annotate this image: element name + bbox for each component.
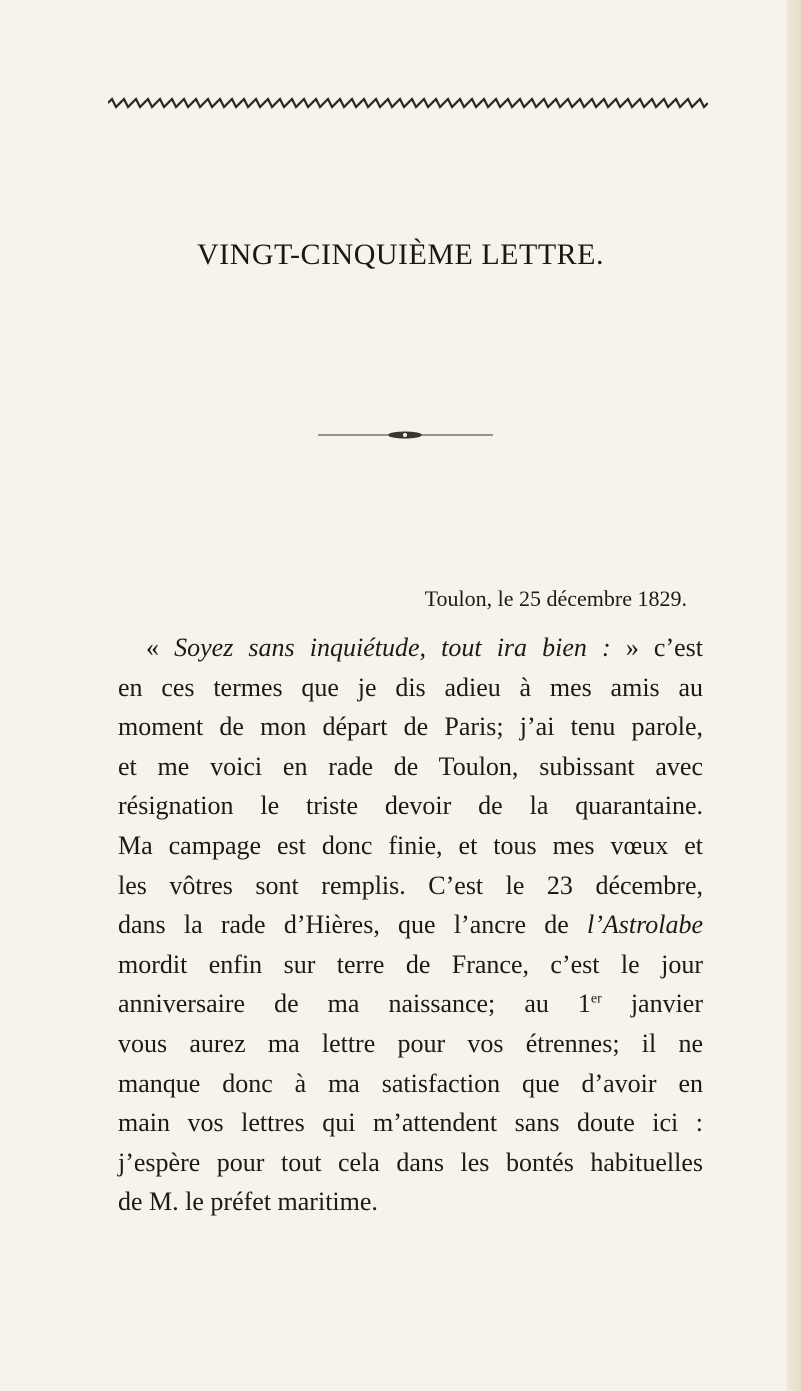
body-line bbox=[118, 984, 703, 1024]
body-line: les vôtres sont remplis. C’est le 23 décembre, bbox=[118, 870, 703, 900]
dateline: Toulon, le 25 décembre 1829. bbox=[424, 586, 687, 611]
body-line: en ces termes que je dis adieu à mes amis au bbox=[118, 672, 703, 702]
ship-name: l’Astrolabe bbox=[586, 910, 703, 940]
top-ornament-border bbox=[108, 96, 708, 110]
quote-open: « bbox=[146, 633, 175, 662]
body-line: manque donc à ma satisfaction que d’avoir en bbox=[118, 1068, 703, 1098]
body-line: vous aurez ma lettre pour vos étrennes; il ne bbox=[118, 1028, 703, 1058]
ornamental-divider bbox=[318, 430, 493, 440]
letter-body bbox=[118, 628, 703, 1222]
body-line: mordit enfin sur terre de France, c’est le jour bbox=[118, 949, 703, 979]
quoted-phrase: Soyez sans inquiétude, tout ira bien : bbox=[174, 633, 611, 662]
body-line: Ma campage est donc finie, et tous mes vœux et bbox=[118, 830, 703, 860]
page-edge bbox=[787, 0, 801, 1391]
ordinal-superscript: er bbox=[590, 991, 602, 1007]
body-line: et me voici en rade de Toulon, subissant avec bbox=[118, 751, 703, 781]
janvier-line-text: anniversaire de ma naissance; au 1 bbox=[118, 989, 591, 1019]
quote-close: » c’est bbox=[610, 633, 704, 662]
body-line: résignation le triste devoir de la quarantaine. bbox=[118, 791, 703, 821]
body-line bbox=[118, 628, 703, 668]
janvier-word: janvier bbox=[601, 989, 703, 1019]
letter-heading: VINGT-CINQUIÈME LETTRE. bbox=[197, 238, 604, 271]
body-line: main vos lettres qui m’attendent sans doute ici : bbox=[118, 1108, 703, 1138]
body-line-last: de M. le préfet maritime. bbox=[118, 1187, 378, 1217]
astrolabe-line-text: dans la rade d’Hières, que l’ancre de bbox=[118, 910, 587, 940]
body-line bbox=[118, 905, 703, 945]
body-line: moment de mon départ de Paris; j’ai tenu parole, bbox=[118, 712, 703, 742]
body-line: j’espère pour tout cela dans les bontés habituelles bbox=[118, 1147, 703, 1177]
